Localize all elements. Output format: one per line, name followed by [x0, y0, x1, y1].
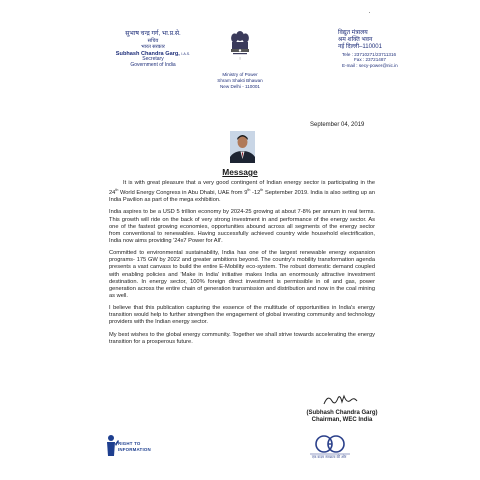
paragraph-3: Committed to environmental sustainability, India has one of the largest renewable energy expansion programs- 175 GW by 2022 and greater ambitions beyond. The country's mobility transformation agenda presents a vast canvass to build the entire E-Mobility eco-system. The robust domestic demand coupled with enabling policies and 'Make in India' initiative makes India an enormously attractive investment destination. In energy sector, 100% foreign direct investment is permissible in oil and gas, power generation across the entire chain of generation transmission and distribution and now in the coal mining as well.	[109, 250, 375, 299]
paragraph-5: My best wishes to the global energy community. Together we shall strive towards accelerating the energy transition for a prosperous future.	[109, 331, 375, 345]
message-body	[109, 180, 375, 351]
city-line: New Delhi - 110001	[219, 83, 260, 89]
p1-part-a: It is with great pleasure that a very good contingent of Indian energy sector is participating in the 24	[109, 180, 375, 196]
telephone: Tele : 23710271/23711316	[342, 51, 397, 57]
handwritten-signature	[320, 392, 360, 408]
p1-sup-3: th	[260, 188, 264, 193]
message-title: Message	[222, 167, 258, 177]
secretary-name: Subhash Chandra Garg,	[115, 51, 180, 57]
header-right	[338, 30, 428, 68]
svg-text:|: |	[239, 56, 241, 60]
signature-block	[294, 410, 390, 425]
hindi-org: भारत सरकार	[141, 44, 165, 50]
email: E-mail : secy-power@nic.in	[342, 62, 398, 68]
secretary-designation: Secretary	[142, 56, 164, 62]
header-left	[98, 30, 208, 68]
header-center	[204, 72, 276, 89]
p1-sup-1: th	[115, 188, 119, 193]
ministry-line: Ministry of Power	[222, 72, 258, 77]
portrait-photo	[230, 131, 255, 163]
signatory-name: (Subhash Chandra Garg)	[306, 410, 378, 416]
hindi-name: सुभाष चन्द्र गर्ग, भा.प्र.से.	[125, 30, 181, 37]
secretary-name-suffix: I.A.S.	[181, 52, 191, 56]
fax: Fax : 23721487	[354, 57, 386, 63]
rti-line-2: INFORMATION	[118, 446, 151, 452]
paragraph-1	[109, 180, 375, 204]
building-line: Shram Shakti Bhawan	[217, 77, 263, 83]
signatory-title: Chairman, WEC India	[311, 417, 373, 424]
p1-part-d: September 2019. India is also setting up an India Pavilion as part of the mega exhibition.	[109, 189, 375, 204]
rti-line-1: RIGHT TO	[118, 441, 141, 446]
paragraph-2: India aspires to be a USD 5 trillion economy by 2024-25 growing at about 7-8% per annum in real terms. This growth will ride on the back of very strong investment in and performance of the energy sector. As one of the fastest growing economies, opportunities abound across all segments of the energy sector from conventional to renewables. Having successfully achieved country wide household electrification, India now aims providing '24x7 Power for All'.	[109, 209, 375, 244]
hindi-designation: सचिव	[147, 38, 159, 44]
rti-label	[118, 441, 151, 452]
swachh-tagline: एक कदम स्वच्छता की ओर	[311, 455, 347, 459]
hindi-city: नई दिल्ली–110001	[338, 44, 382, 51]
secretary-org: Government of India	[130, 61, 176, 68]
national-emblem-icon	[228, 26, 252, 70]
hindi-ministry: विद्युत मंत्रालय	[338, 30, 368, 36]
letter-date: September 04, 2019	[310, 122, 365, 128]
paragraph-4: I believe that this publication capturing the essence of the multitude of opportunities in India's energy transition would help to further strengthen the engagement of global investing community and technology providers with the Indian energy sector.	[109, 305, 375, 326]
p1-sup-2: th	[247, 188, 251, 193]
p1-part-b: World Energy Congress in Abu Dhabi, UAE from 9	[118, 189, 248, 196]
page-speck	[369, 12, 370, 13]
hindi-building: श्रम शक्ति भवन	[338, 37, 373, 44]
p1-part-c: -12	[250, 189, 261, 196]
